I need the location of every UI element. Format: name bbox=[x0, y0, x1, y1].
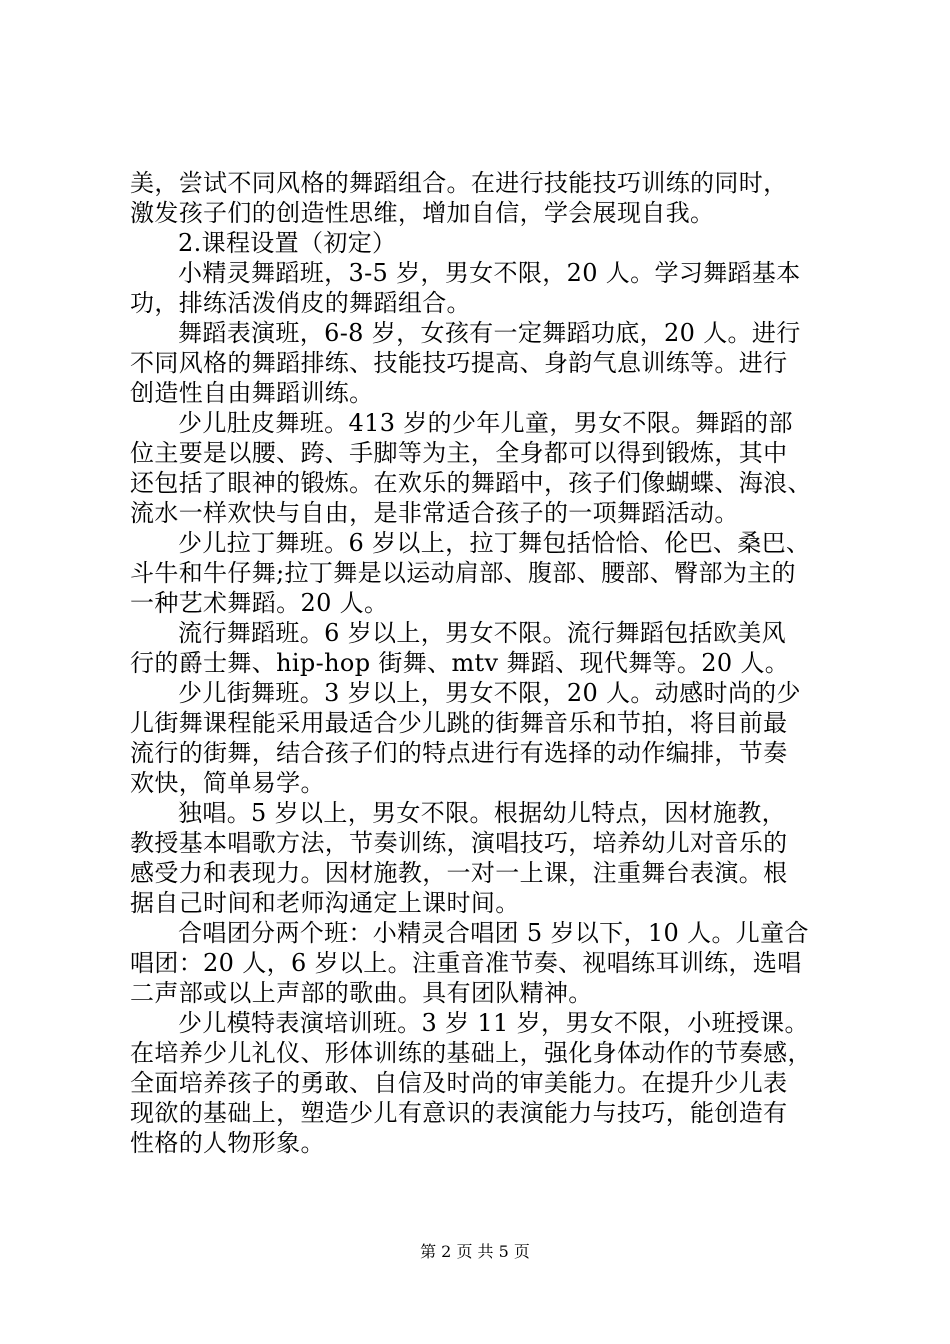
text-line: 小精灵舞蹈班，3-5 岁，男女不限，20 人。学习舞蹈基本 bbox=[178, 259, 801, 287]
text-line: 感受力和表现力。因材施教，一对一上课，注重舞台表演。根 bbox=[130, 859, 788, 887]
text-line: 教授基本唱歌方法，节奏训练，演唱技巧，培养幼儿对音乐的 bbox=[130, 829, 788, 857]
document-body bbox=[130, 168, 833, 1158]
text-line: 一种艺术舞蹈。20 人。 bbox=[130, 589, 389, 617]
text-line: 少儿模特表演培训班。3 岁 11 岁，男女不限，小班授课。 bbox=[178, 1009, 809, 1037]
text-line: 在培养少儿礼仪、形体训练的基础上，强化身体动作的节奏感， bbox=[130, 1039, 812, 1067]
text-line: 位主要是以腰、跨、手脚等为主，全身都可以得到锻炼，其中 bbox=[130, 439, 788, 467]
text-line: 唱团：20 人，6 岁以上。注重音准节奏、视唱练耳训练，选唱 bbox=[130, 949, 802, 977]
text-line: 二声部或以上声部的歌曲。具有团队精神。 bbox=[130, 979, 593, 1007]
text-line: 美，尝试不同风格的舞蹈组合。在进行技能技巧训练的同时， bbox=[130, 169, 788, 197]
text-line: 还包括了眼神的锻炼。在欢乐的舞蹈中，孩子们像蝴蝶、海浪、 bbox=[130, 469, 812, 497]
text-line: 创造性自由舞蹈训练。 bbox=[130, 379, 374, 407]
text-line: 流行的街舞，结合孩子们的特点进行有选择的动作编排，节奏 bbox=[130, 739, 788, 767]
text-line: 不同风格的舞蹈排练、技能技巧提高、身韵气息训练等。进行 bbox=[130, 349, 788, 377]
text-line: 全面培养孩子的勇敢、自信及时尚的审美能力。在提升少儿表 bbox=[130, 1069, 788, 1097]
text-line: 斗牛和牛仔舞;拉丁舞是以运动肩部、腹部、腰部、臀部为主的 bbox=[130, 559, 796, 587]
text-line: 舞蹈表演班，6-8 岁，女孩有一定舞蹈功底，20 人。进行 bbox=[178, 319, 801, 347]
text-line: 少儿拉丁舞班。6 岁以上，拉丁舞包括恰恰、伦巴、桑巴、 bbox=[178, 529, 811, 557]
text-line: 欢快，简单易学。 bbox=[130, 769, 325, 797]
text-line: 儿街舞课程能采用最适合少儿跳的街舞音乐和节拍，将目前最 bbox=[130, 709, 788, 737]
text-line: 激发孩子们的创造性思维，增加自信，学会展现自我。 bbox=[130, 199, 715, 227]
text-line: 少儿街舞班。3 岁以上，男女不限，20 人。动感时尚的少 bbox=[178, 679, 801, 707]
text-line: 性格的人物形象。 bbox=[130, 1129, 325, 1157]
text-line: 合唱团分两个班：小精灵合唱团 5 岁以下，10 人。儿童合 bbox=[178, 919, 809, 947]
page-number-footer: 第 2 页 共 5 页 bbox=[420, 1242, 530, 1261]
section-heading: 2.课程设置（初定） bbox=[178, 229, 397, 257]
text-line: 行的爵士舞、hip-hop 街舞、mtv 舞蹈、现代舞等。20 人。 bbox=[130, 649, 790, 677]
text-line: 功，排练活泼俏皮的舞蹈组合。 bbox=[130, 289, 471, 317]
text-line: 流行舞蹈班。6 岁以上，男女不限。流行舞蹈包括欧美风 bbox=[178, 619, 786, 647]
text-line: 独唱。5 岁以上，男女不限。根据幼儿特点，因材施教， bbox=[178, 799, 786, 827]
text-line: 据自己时间和老师沟通定上课时间。 bbox=[130, 889, 520, 917]
text-line: 流水一样欢快与自由，是非常适合孩子的一项舞蹈活动。 bbox=[130, 499, 739, 527]
text-line: 现欲的基础上，塑造少儿有意识的表演能力与技巧，能创造有 bbox=[130, 1099, 788, 1127]
text-line: 少儿肚皮舞班。413 岁的少年儿童，男女不限。舞蹈的部 bbox=[178, 409, 793, 437]
